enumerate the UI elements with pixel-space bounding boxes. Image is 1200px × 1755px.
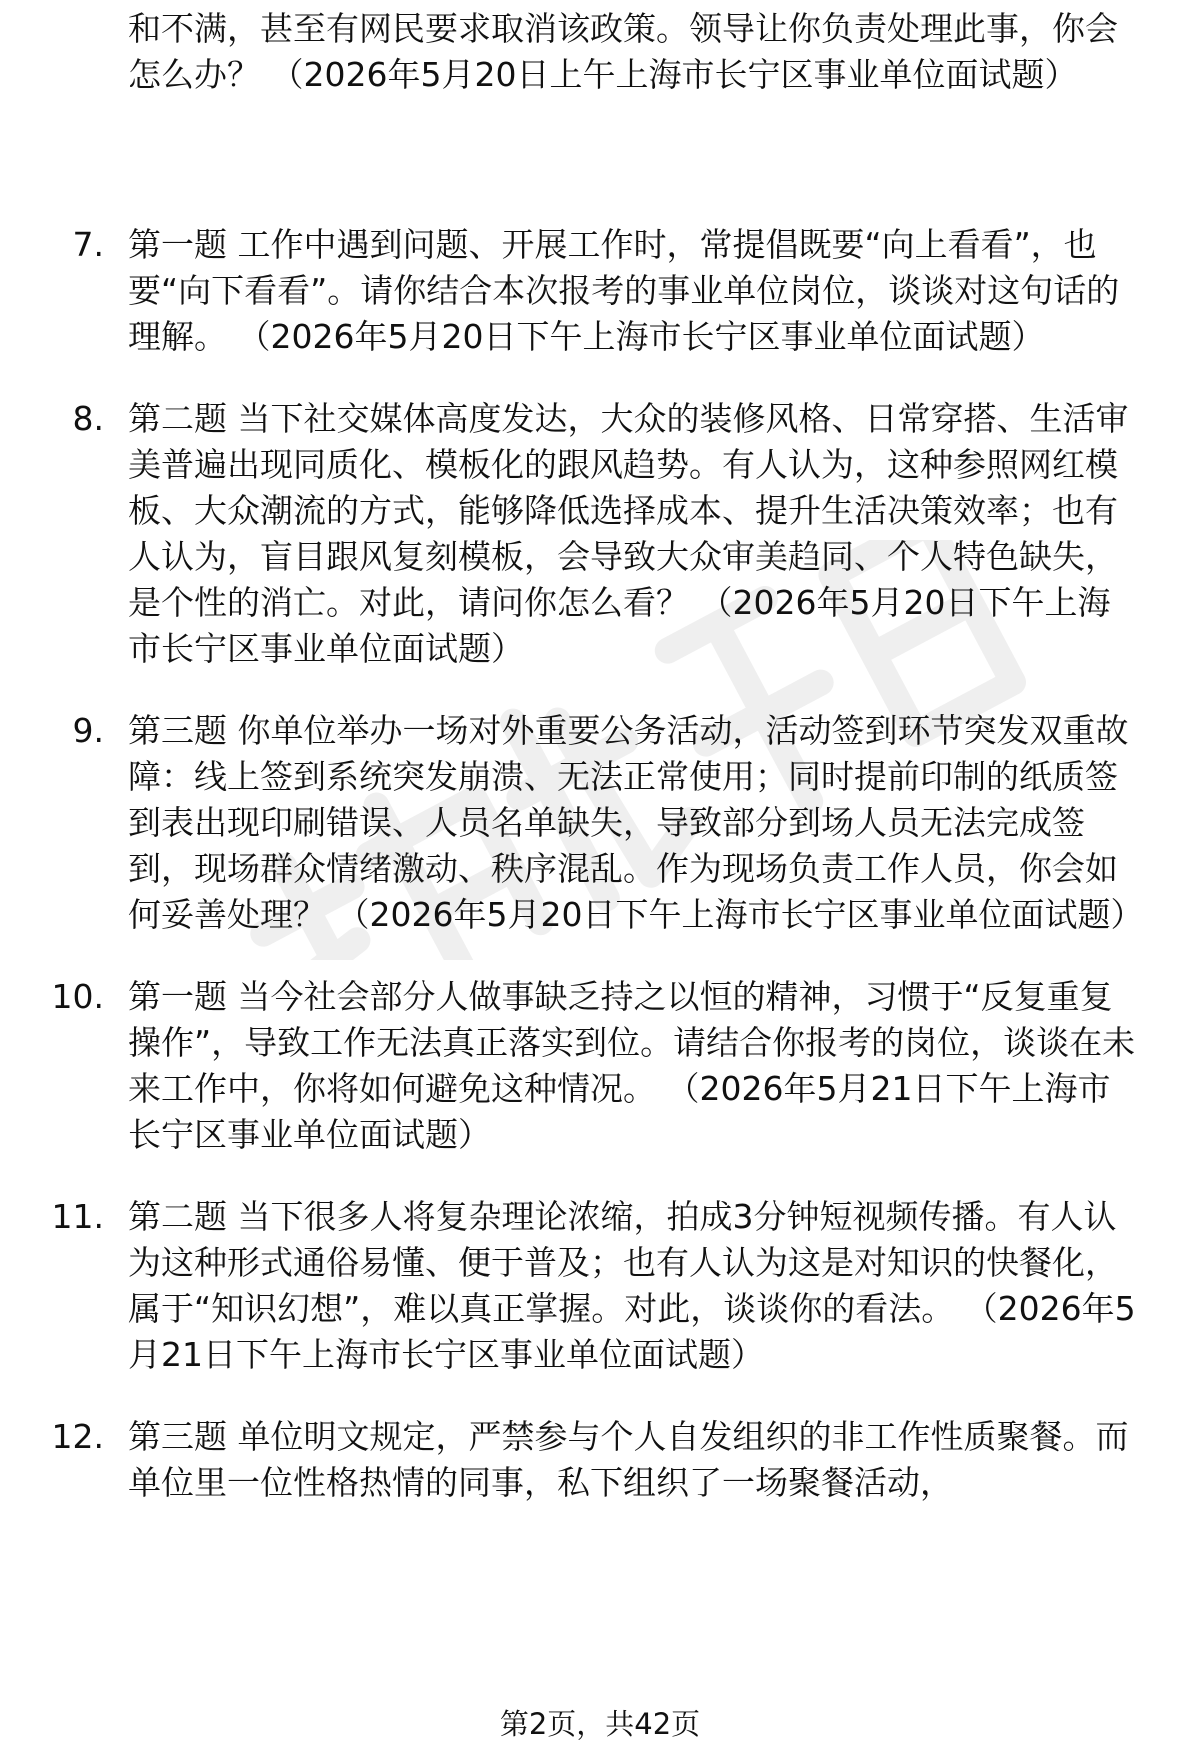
question-number: 8. <box>72 399 104 438</box>
list-item <box>0 974 1138 1158</box>
page-number-footer: 第2页，共42页 <box>499 1707 701 1741</box>
question-text: 第二题 当下社交媒体高度发达，大众的装修风格、日常穿搭、生活审美普遍出现同质化、模板化的跟风趋势。有人认为，这种参照网红模板、大众潮流的方式，能够降低选择成本、提升生活决策效率；也有人认为，盲目跟风复刻模板，会导致大众审美趋同、个人特色缺失，是个性的消亡。对此，请问你怎么看？ （2026年5月20日下午上海市长宁区事业单位面试题） <box>128 399 1129 668</box>
question-list <box>0 222 1200 1542</box>
continued-question-text: 和不满，甚至有网民要求取消该政策。领导让你负责处理此事，你会怎么办？ （2026年5月20日上午上海市长宁区事业单位面试题） <box>128 9 1118 94</box>
question-number: 7. <box>72 225 104 264</box>
question-number: 9. <box>72 711 104 750</box>
question-text: 第一题 当今社会部分人做事缺乏持之以恒的精神，习惯于“反复重复操作”，导致工作无法真正落实到位。请结合你报考的岗位，谈谈在未来工作中，你将如何避免这种情况。 （2026年5月21日下午上海市长宁区事业单位面试题） <box>128 977 1136 1154</box>
list-item <box>0 1194 1138 1378</box>
question-number: 11. <box>51 1197 104 1236</box>
list-item <box>0 1414 1138 1506</box>
question-text: 第一题 工作中遇到问题、开展工作时，常提倡既要“向上看看”，也要“向下看看”。请你结合本次报考的事业单位岗位，谈谈对这句话的理解。 （2026年5月20日下午上海市长宁区事业单位面试题） <box>128 225 1120 356</box>
question-text: 第二题 当下很多人将复杂理论浓缩，拍成3分钟短视频传播。有人认为这种形式通俗易懂、便于普及；也有人认为这是对知识的快餐化，属于“知识幻想”，难以真正掌握。对此，谈谈你的看法。 （2026年5月21日下午上海市长宁区事业单位面试题） <box>128 1197 1136 1374</box>
question-number: 10. <box>51 977 104 1016</box>
question-text: 第三题 单位明文规定，严禁参与个人自发组织的非工作性质聚餐。而单位里一位性格热情的同事，私下组织了一场聚餐活动， <box>128 1417 1129 1502</box>
list-item <box>0 222 1138 360</box>
question-number: 12. <box>51 1417 104 1456</box>
list-item <box>0 396 1138 672</box>
question-text: 第三题 你单位举办一场对外重要公务活动，活动签到环节突发双重故障：线上签到系统突发崩溃、无法正常使用；同时提前印制的纸质签到表出现印刷错误、人员名单缺失，导致部分到场人员无法完成签到，现场群众情绪激动、秩序混乱。作为现场负责工作人员，你会如何妥善处理？ （2026年5月20日下午上海市长宁区事业单位面试题） <box>128 711 1144 934</box>
list-item <box>0 708 1144 938</box>
